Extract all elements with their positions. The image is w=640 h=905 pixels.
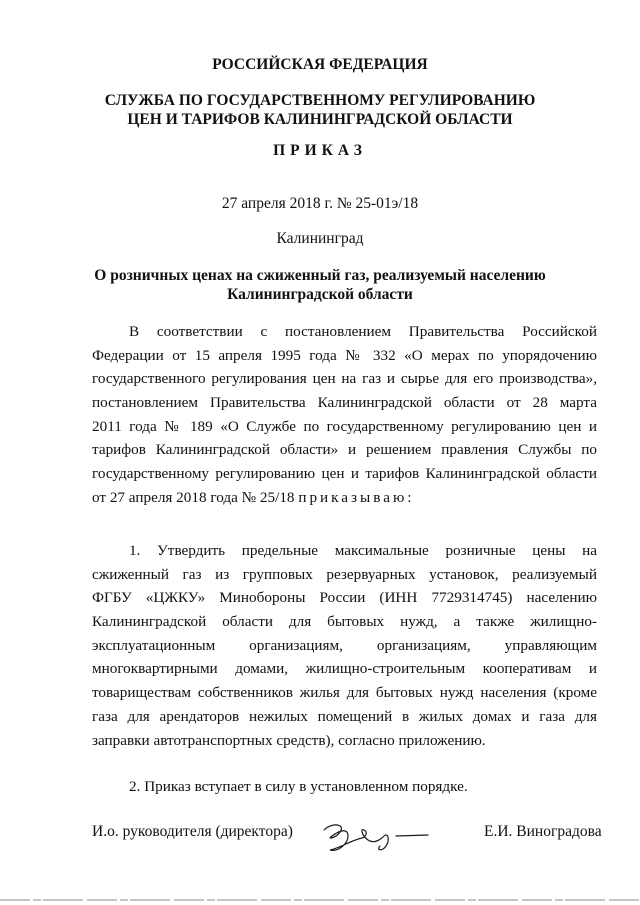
text-line: заправки автотранспортных средств), согласно приложению.	[92, 731, 486, 749]
agency-heading	[0, 91, 640, 129]
text-line: 1. Утвердить предельные максимальные розничные цены на	[129, 542, 597, 559]
subject-line1: О розничных ценах на сжиженный газ, реализуемый населению	[94, 267, 546, 284]
text-line: товариществам собственников жилья для бытовых нужд населения (кроме	[92, 684, 597, 702]
text-line: государственному регулированию цен и тарифов Калининградской области	[92, 465, 597, 483]
item-2-paragraph	[92, 775, 597, 799]
text-line: газа для арендаторов нежилых помещений в жилых домах и газа для	[92, 707, 597, 725]
text-line: 2. Приказ вступает в силу в установленном порядке.	[129, 778, 468, 795]
text-line	[92, 486, 597, 510]
agency-heading-line1: СЛУЖБА ПО ГОСУДАРСТВЕННОМУ РЕГУЛИРОВАНИЮ	[104, 92, 536, 109]
item-1-paragraph	[92, 539, 597, 752]
scan-edge-line	[0, 899, 640, 901]
text-line: многоквартирными домами, жилищно-строительным кооперативам и	[92, 660, 597, 678]
text-line: В соответствии с постановлением Правительства Российской	[129, 323, 597, 340]
text-line: Калининградской области для бытовых нужд, а также жилищно-	[92, 613, 597, 631]
document-date-number: 27 апреля 2018 г. № 25-01э/18	[221, 195, 419, 212]
preamble-ref: от 27 апреля 2018 года № 25/18	[92, 488, 295, 506]
text-line: государственного регулирования цен на газ и сырье для его производства»,	[92, 370, 597, 388]
text-line: сжиженный газ из групповых резервуарных установок, реализуемый	[92, 565, 597, 583]
document-subject	[0, 266, 640, 304]
text-line: постановлением Правительства Калининградской области от 28 марта	[92, 394, 597, 412]
text-line: 2011 года № 189 «О Службе по государственному регулированию цен и	[92, 417, 597, 435]
document-city: Калининград	[276, 230, 364, 247]
preamble-paragraph	[92, 320, 597, 510]
text-line: эксплуатационным организациям, организациям, управляющим	[92, 636, 597, 654]
agency-heading-line2: ЦЕН И ТАРИФОВ КАЛИНИНГРАДСКОЙ ОБЛАСТИ	[127, 111, 513, 128]
text-line: тарифов Калининградской области» и решением правления Службы по	[92, 441, 597, 459]
handwritten-signature	[318, 818, 436, 858]
signatory-name: Е.И. Виноградова	[484, 823, 602, 840]
signatory-position: И.о. руководителя (директора)	[92, 823, 293, 840]
subject-line2: Калининградской области	[227, 286, 413, 303]
decree-word: приказываю:	[298, 488, 415, 506]
document-type: ПРИКАЗ	[273, 142, 367, 159]
country-heading: РОССИЙСКАЯ ФЕДЕРАЦИЯ	[212, 56, 428, 73]
text-line: ФГБУ «ЦЖКУ» Минобороны России (ИНН 7729314745) населению	[92, 589, 597, 607]
text-line: Федерации от 15 апреля 1995 года № 332 «О мерах по упорядочению	[92, 346, 597, 364]
